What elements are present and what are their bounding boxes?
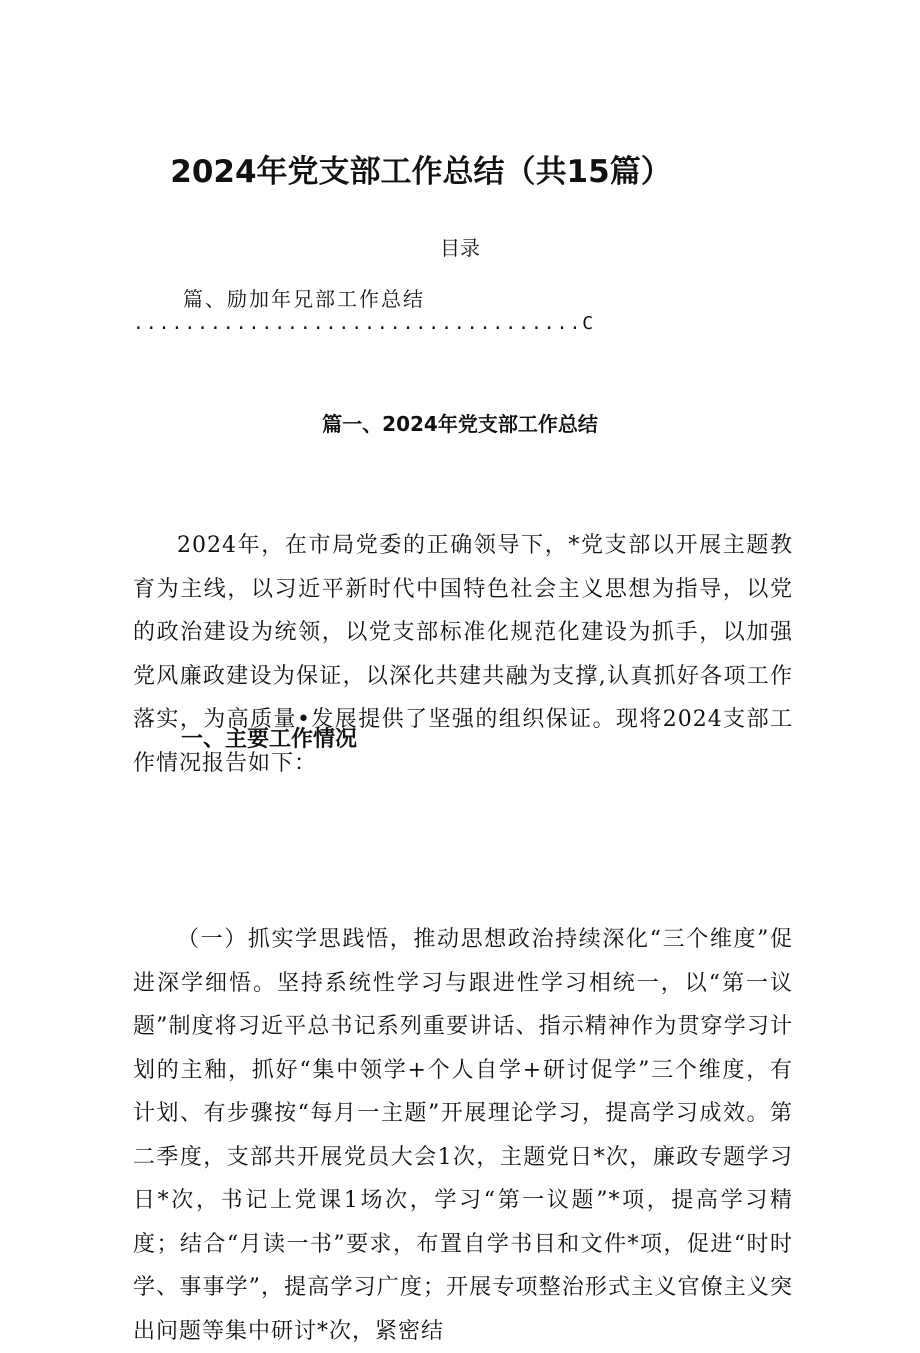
toc-entry: 篇、励加年兄部工作总结 — [183, 287, 425, 311]
section-heading: 篇一、2024年党支部工作总结 — [322, 412, 598, 436]
body-paragraph: 2024年，在市局党委的正确领导下，*党支部以开展主题教育为主线，以习近平新时代中国特色社会主义思想为指导，以党的政治建设为统领，以党支部标准化规范化建设为抓手，以加强党风廉政建设为保证，以深化共建共融为支撑,认真抓好各项工作落实，为高质量•发展提供了坚强的组织保证。现将2024支部工作情况报告如下： — [133, 533, 793, 776]
document-title: 2024年党支部工作总结（共15篇） — [170, 154, 672, 190]
body-paragraph: （一）抓实学思践悟，推动思想政治持续深化“三个维度”促进深学细悟。坚持系统性学习与跟进性学习相统一，以“第一议题”制度将习近平总书记系列重要讲话、指示精神作为贯穿学习计划的主釉，抓好“集中领学+个人自学+研讨促学”三个维度，有计划、有步骤按“每月一主题”开展理论学习，提高学习成效。第二季度，支部共开展党员大会1次，主题党日*次，廉政专题学习日*次，书记上党课1场次，学习“第一议题”*项，提高学习精度；结合“月读一书”要求，布置自学书目和文件*项，促进“时时学、事事学”，提高学习广度；开展专项整治形式主义官僚主义突出问题等集中研讨*次，紧密结 — [133, 927, 793, 1344]
toc-heading: 目录 — [440, 236, 480, 260]
sub-heading: 一、主要工作情况 — [181, 727, 358, 752]
toc-leader-dots: ...................................C — [133, 313, 596, 334]
